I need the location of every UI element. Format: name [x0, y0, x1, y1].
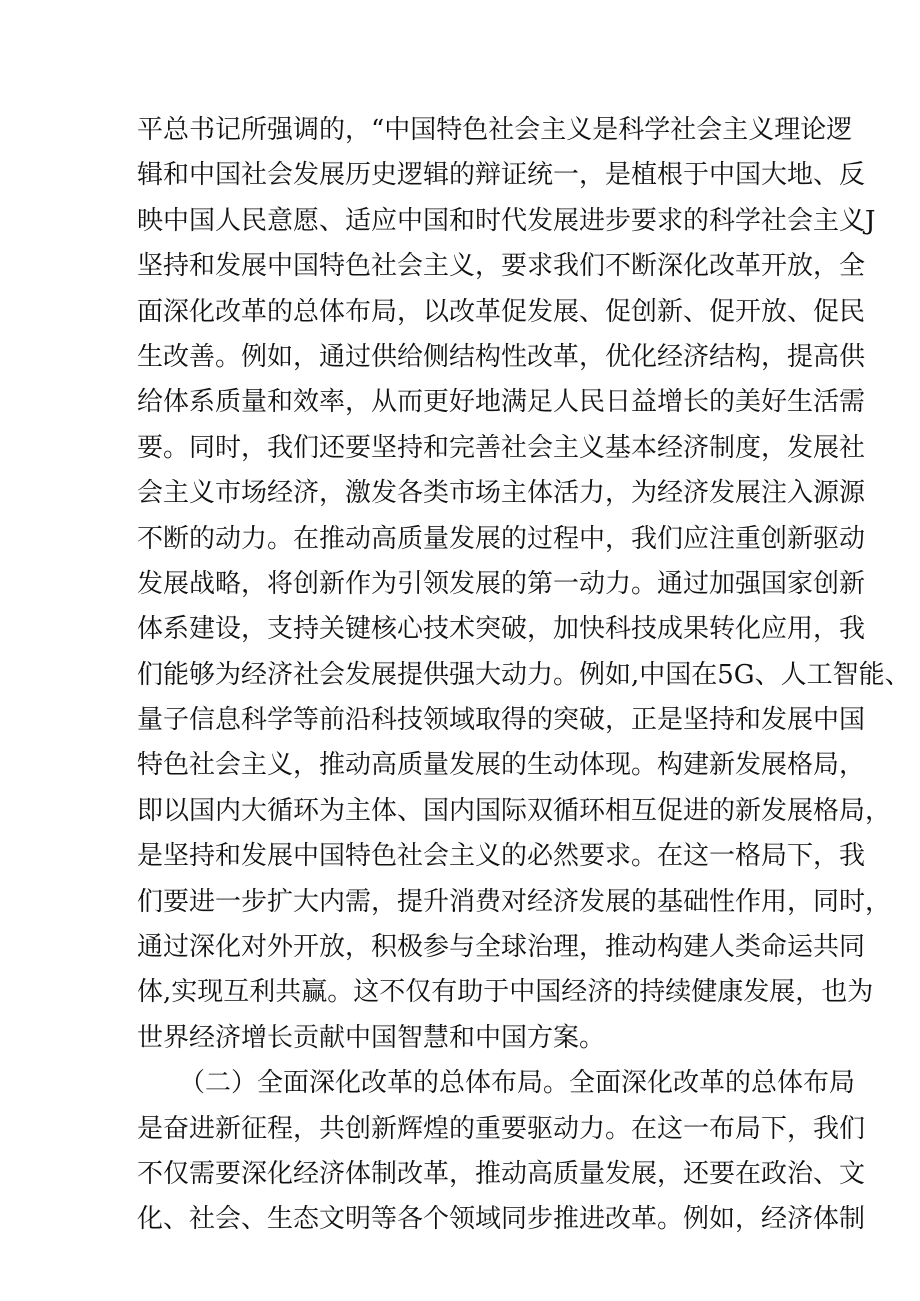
- text-line: 坚持和发展中国特色社会主义，要求我们不断深化改革开放，全: [137, 251, 866, 282]
- text-line: 映中国人民意愿、适应中国和时代发展进步要求的科学社会主义J: [137, 205, 876, 236]
- text-line: 面深化改革的总体布局，以改革促发展、促创新、促开放、促民: [137, 296, 866, 327]
- text-line: 们要进一步扩大内需，提升消费对经济发展的基础性作用，同时，: [137, 886, 892, 917]
- text-line: 体系建设，支持关键核心技术突破，加快科技成果转化应用，我: [137, 614, 866, 645]
- text-line: 特色社会主义，推动高质量发展的生动体现。构建新发展格局，: [137, 750, 866, 781]
- text-line: 量子信息科学等前沿科技领域取得的突破，正是坚持和发展中国: [137, 705, 866, 736]
- text-line: 要。同时，我们还要坚持和完善社会主义基本经济制度，发展社: [137, 432, 866, 463]
- text-line: 化、社会、生态文明等各个领域同步推进改革。例如，经济体制: [137, 1204, 866, 1235]
- text-line: 平总书记所强调的，“中国特色社会主义是科学社会主义理论逻: [137, 115, 853, 145]
- text-line: 生改善。例如，通过供给侧结构性改革，优化经济结构，提高供: [137, 341, 866, 372]
- text-line: 会主义市场经济，激发各类市场主体活力，为经济发展注入源源: [137, 478, 866, 509]
- text-line: 是奋进新征程，共创新辉煌的重要驱动力。在这一布局下，我们: [137, 1113, 866, 1144]
- text-line: 给体系质量和效率，从而更好地满足人民日益增长的美好生活需: [137, 387, 866, 418]
- text-line: 们能够为经济社会发展提供强大动力。例如,中国在5G、人工智能、: [137, 659, 911, 690]
- section-heading-line: （二）全面深化改革的总体布局。全面深化改革的总体布局: [179, 1068, 856, 1099]
- text-line: 通过深化对外开放，积极参与全球治理，推动构建人类命运共同: [137, 932, 866, 963]
- text-line: 是坚持和发展中国特色社会主义的必然要求。在这一格局下，我: [137, 841, 866, 872]
- body-text: [137, 108, 911, 1243]
- text-line: 不仅需要深化经济体制改革，推动高质量发展，还要在政治、文: [137, 1158, 866, 1189]
- text-line: 体,实现互利共赢。这不仅有助于中国经济的持续健康发展，也为: [137, 977, 874, 1008]
- text-line: 辑和中国社会发展历史逻辑的辩证统一，是植根于中国大地、反: [137, 160, 866, 191]
- text-line: 发展战略，将创新作为引领发展的第一动力。通过加强国家创新: [137, 568, 866, 599]
- text-line: 即以国内大循环为主体、国内国际双循环相互促进的新发展格局，: [137, 795, 892, 826]
- paragraph-end-line: 世界经济增长贡献中国智慧和中国方案。: [137, 1022, 606, 1053]
- text-line: 不断的动力。在推动高质量发展的过程中，我们应注重创新驱动: [137, 523, 866, 554]
